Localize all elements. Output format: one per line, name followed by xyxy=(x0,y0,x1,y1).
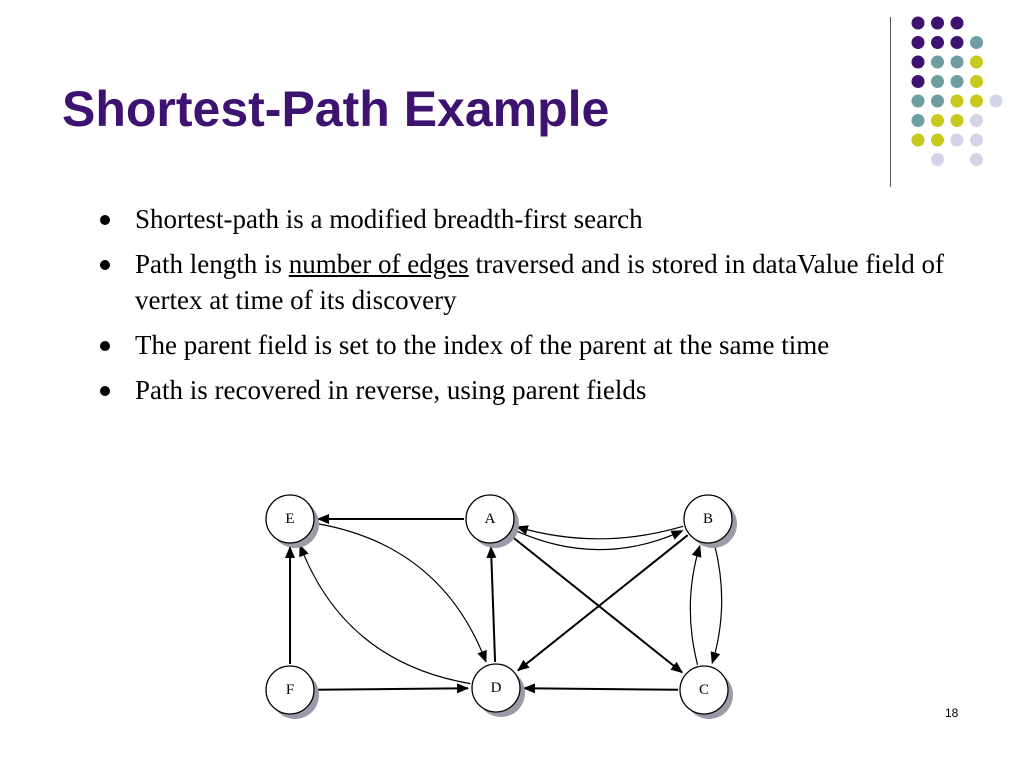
edge-D-to-A xyxy=(491,547,495,662)
bullet-text: Shortest-path is a modified breadth-first search xyxy=(135,204,643,234)
edge-F-to-D xyxy=(316,688,468,689)
edge-E-to-D xyxy=(316,523,486,661)
node-F xyxy=(266,666,319,719)
node-C xyxy=(680,666,733,719)
node-label: B xyxy=(702,511,714,527)
node-D xyxy=(472,664,525,717)
edge-C-to-B xyxy=(690,546,699,665)
node-A xyxy=(466,495,519,548)
node-label: A xyxy=(484,511,496,527)
edge-A-to-C xyxy=(510,535,682,672)
node-label: D xyxy=(490,680,502,696)
edge-C-to-D xyxy=(524,688,678,689)
edge-D-to-E xyxy=(300,545,470,683)
slide-title: Shortest-Path Example xyxy=(62,81,610,137)
edge-B-to-D xyxy=(518,535,688,670)
bullet-text: Path length is xyxy=(135,249,289,279)
node-B xyxy=(684,495,737,548)
bullet-text: traversed and is stored in dataValue field of vertex at time of its discovery xyxy=(135,249,945,315)
edge-B-to-A xyxy=(517,526,683,538)
graph-nodes xyxy=(266,495,737,719)
node-label: C xyxy=(698,682,710,698)
node-label: F xyxy=(285,682,295,698)
bullet-text: The parent field is set to the index of the parent at the same time xyxy=(135,330,830,360)
node-E xyxy=(266,495,319,548)
node-label: E xyxy=(285,511,295,527)
page-number: 18 xyxy=(945,706,959,720)
edge-B-to-C xyxy=(712,544,721,663)
bullet-text-underlined: number of edges xyxy=(288,249,469,279)
bullet-text: Path is recovered in reverse, using parent fields xyxy=(135,375,647,405)
